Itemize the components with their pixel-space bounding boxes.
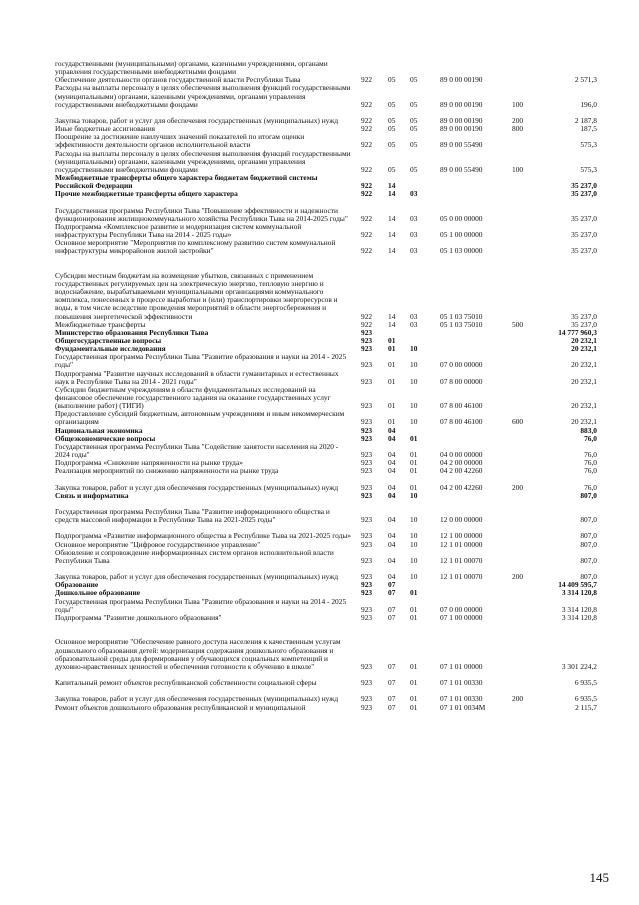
row-name: Расходы на выплаты персоналу в целях обеспечения выполнения функций государственными (муниципальными) органами, казенными учреждениями, органами управления государственными внебюджетными фондами: [55, 83, 351, 109]
row-departure-code: 923: [361, 433, 373, 443]
row-target-article-code: 89 0 00 00190: [440, 99, 483, 109]
row-section-code: 07: [388, 694, 396, 704]
row-departure-code: 923: [361, 531, 373, 541]
table-row: [0, 190, 639, 198]
row-subsection-code: 01: [410, 612, 418, 622]
row-subsection-code: 10: [410, 490, 418, 500]
row-amount: 76,0: [584, 482, 597, 492]
table-row: [0, 704, 639, 712]
row-target-article-code: 07 8 00 46100: [440, 417, 483, 427]
row-section-code: 01: [388, 376, 396, 386]
row-target-article-code: 07 1 01 00330: [440, 694, 483, 704]
row-target-article-code: 12 1 00 00000: [440, 531, 483, 541]
row-target-article-code: 07 0 00 00000: [440, 360, 483, 370]
row-section-code: 01: [388, 335, 396, 345]
row-name: Государственная программа Республики Тыва "Развитие образования и науки на 2014 - 2025 годы": [55, 352, 347, 370]
row-subsection-code: 10: [410, 401, 418, 411]
row-section-code: 14: [388, 230, 396, 240]
row-departure-code: 923: [361, 425, 373, 435]
table-row: [0, 353, 639, 369]
row-name: государственными (муниципальными) органами, казенными учреждениями, органами управления государственными внебюджетными фондами: [55, 58, 328, 77]
table-row: [0, 598, 639, 614]
row-amount: 807,0: [580, 490, 597, 500]
row-amount: 35 237,0: [571, 319, 597, 329]
row-subsection-code: 05: [410, 99, 418, 109]
row-section-code: 14: [388, 181, 396, 191]
row-amount: 6 935,5: [574, 678, 597, 688]
row-subsection-code: 01: [410, 450, 418, 460]
row-name: Подпрограмма "Развитие научных исследований в области гуманитарных и естественных наук в Республике Тыва на 2014 - 2021 годы": [55, 368, 339, 386]
row-subsection-code: 01: [410, 702, 418, 712]
row-departure-code: 923: [361, 490, 373, 500]
row-departure-code: 923: [361, 661, 373, 671]
row-departure-code: 922: [361, 246, 373, 256]
row-name: Основное мероприятие "Обеспечение равного доступа населения к качественным услугам дошкольного образования детей: модернизация содержания дошкольного образования и образовательной среды для формирования у обучающихся социальных компетенций и духовно-нравственных ценностей и обеспечения готовности к обучению в школе": [55, 637, 341, 671]
row-section-code: 07: [388, 580, 396, 590]
row-target-article-code: 04 2 00 42260: [440, 466, 483, 476]
row-section-code: 04: [388, 450, 396, 460]
row-subsection-code: 05: [410, 140, 418, 150]
row-amount: 14 409 595,7: [558, 580, 597, 590]
row-name: Капитальный ремонт объектов республиканской собственности социальной сферы: [55, 678, 317, 688]
row-amount: 2 115,7: [575, 702, 597, 712]
table-row: [0, 133, 639, 149]
row-name: Прочие межбюджетные трансферты общего характера: [55, 189, 238, 199]
row-name: Обновление и сопровождение информационных систем органов исполнительной власти Республики Тыва: [55, 547, 334, 565]
row-departure-code: 923: [361, 539, 373, 549]
row-section-code: 14: [388, 311, 396, 321]
table-row: [0, 198, 639, 222]
row-amount: 807,0: [580, 539, 597, 549]
row-target-article-code: 07 1 01 00000: [440, 661, 483, 671]
row-target-article-code: 05 1 03 75010: [440, 319, 483, 329]
row-target-article-code: 89 0 00 55490: [440, 140, 483, 150]
row-amount: 3 301 224,2: [561, 661, 597, 671]
row-expense-type-code: 600: [512, 417, 524, 427]
row-amount: 20 232,1: [571, 360, 597, 370]
table-row: [0, 256, 639, 321]
row-amount: 883,0: [580, 425, 597, 435]
row-section-code: 05: [388, 124, 396, 134]
row-expense-type-code: 200: [512, 116, 524, 126]
row-subsection-code: 03: [410, 311, 418, 321]
row-departure-code: 923: [361, 466, 373, 476]
row-name: Связь и информатика: [55, 490, 129, 500]
row-name: Обеспечение деятельности органов государственной власти Республики Тыва: [55, 75, 301, 85]
row-departure-code: 922: [361, 213, 373, 223]
row-amount: 20 232,1: [571, 344, 597, 354]
row-section-code: 05: [388, 116, 396, 126]
row-target-article-code: 12 1 01 00000: [440, 539, 483, 549]
row-section-code: 07: [388, 678, 396, 688]
row-name: Межбюджетные трансферты: [55, 319, 146, 329]
row-amount: 20 232,1: [571, 417, 597, 427]
row-name: Субсидии местным бюджетам на возмещение убытков, связанных с применением государственных регулируемых цен на электрическую энергию, тепловую энергию и водоснабжение, вырабатываемыми муниципальными организациями коммунального комплекса, понесенных в процессе выработки и (или) транспортировки энергоресурсов и воды, в том числе вследствие проведения мероприятий в области энергосбережения и повышения энергетической эффективности: [55, 270, 338, 321]
row-expense-type-code: 200: [512, 482, 524, 492]
row-section-code: 05: [388, 140, 396, 150]
budget-table: [0, 60, 639, 712]
row-target-article-code: 12 0 00 00000: [440, 515, 483, 525]
row-amount: 35 237,0: [571, 246, 597, 256]
row-section-code: 07: [388, 702, 396, 712]
row-expense-type-code: 200: [512, 694, 524, 704]
row-departure-code: 923: [361, 335, 373, 345]
row-subsection-code: 01: [410, 694, 418, 704]
row-target-article-code: 04 2 00 42260: [440, 482, 483, 492]
row-section-code: 04: [388, 425, 396, 435]
row-subsection-code: 10: [410, 376, 418, 386]
row-departure-code: 923: [361, 572, 373, 582]
row-target-article-code: 07 1 01 0034М: [440, 702, 486, 712]
row-amount: 3 314 120,8: [561, 588, 597, 598]
row-section-code: 05: [388, 99, 396, 109]
table-row: [0, 223, 639, 239]
table-row: [0, 671, 639, 687]
row-section-code: 01: [388, 344, 396, 354]
row-amount: 35 237,0: [571, 230, 597, 240]
row-departure-code: 922: [361, 230, 373, 240]
row-name: Закупка товаров, работ и услуг для обеспечения государственных (муниципальных) нужд: [55, 482, 339, 492]
row-departure-code: 923: [361, 694, 373, 704]
row-subsection-code: 10: [410, 417, 418, 427]
row-amount: 196,0: [580, 99, 597, 109]
row-departure-code: 922: [361, 140, 373, 150]
row-subsection-code: 01: [410, 458, 418, 468]
row-target-article-code: 07 1 00 00000: [440, 612, 483, 622]
row-amount: 6 935,5: [574, 694, 597, 704]
row-name: Реализация мероприятий по снижению напряженности на рынке труда: [55, 466, 279, 476]
row-subsection-code: 03: [410, 213, 418, 223]
row-amount: 76,0: [584, 433, 597, 443]
table-row: [0, 687, 639, 703]
row-subsection-code: 05: [410, 124, 418, 134]
row-name: Общеэкономические вопросы: [55, 433, 156, 443]
row-departure-code: 922: [361, 311, 373, 321]
row-amount: 3 314 120,8: [561, 604, 597, 614]
row-departure-code: 923: [361, 580, 373, 590]
row-target-article-code: 89 0 00 00190: [440, 116, 483, 126]
row-subsection-code: 10: [410, 360, 418, 370]
row-subsection-code: 01: [410, 678, 418, 688]
row-subsection-code: 10: [410, 344, 418, 354]
row-departure-code: 922: [361, 99, 373, 109]
row-departure-code: 923: [361, 417, 373, 427]
row-departure-code: 923: [361, 360, 373, 370]
table-row: [0, 467, 639, 475]
row-target-article-code: 05 1 03 00000: [440, 246, 483, 256]
row-section-code: 01: [388, 417, 396, 427]
row-target-article-code: 89 0 00 00190: [440, 75, 483, 85]
row-amount: 187,5: [580, 124, 597, 134]
table-row: [0, 174, 639, 190]
row-amount: 807,0: [580, 572, 597, 582]
row-section-code: 14: [388, 189, 396, 199]
table-row: [0, 492, 639, 500]
row-section-code: 07: [388, 604, 396, 614]
row-section-code: 04: [388, 572, 396, 582]
row-amount: 20 232,1: [571, 401, 597, 411]
row-target-article-code: 04 2 00 00000: [440, 458, 483, 468]
row-departure-code: 923: [361, 515, 373, 525]
row-expense-type-code: 100: [512, 164, 524, 174]
row-name: Государственная программа Республики Тыва "Содействие занятости населения на 2020 - 2024 годы": [55, 441, 339, 460]
row-name: Министерство образования Республики Тыва: [55, 327, 209, 337]
page-number: 145: [589, 870, 609, 885]
row-amount: 35 237,0: [571, 311, 597, 321]
row-name: Основное мероприятие "Мероприятия по комплексному развитию систем коммунальной инфраструктуры микрорайонов жилой застройки": [55, 238, 336, 256]
row-name: Государственная программа Республики Тыва "Развитие информационного общества и средств массовой информации в Республике Тыва на 2021-2025 годы": [55, 507, 330, 525]
row-departure-code: 923: [361, 450, 373, 460]
row-expense-type-code: 800: [512, 124, 524, 134]
row-name: Поощрение за достижение наилучших значений показателей по итогам оценки эффективности деятельности органов исполнительной власти: [55, 132, 305, 150]
row-name: Дошкольное образование: [55, 588, 141, 598]
row-target-article-code: 07 0 00 00000: [440, 604, 483, 614]
row-section-code: 07: [388, 588, 396, 598]
row-subsection-code: 01: [410, 661, 418, 671]
row-name: Ремонт объектов дошкольного образования республиканской и муниципальной: [55, 702, 306, 712]
row-section-code: 07: [388, 612, 396, 622]
row-amount: 20 232,1: [571, 335, 597, 345]
row-name: Государственная программа Республики Тыва "Повышение эффективности и надежности функционирования жилищнокоммунального хозяйства Республики Тыва на 2014-2025 годы": [55, 205, 348, 223]
row-departure-code: 923: [361, 604, 373, 614]
table-row: [0, 622, 639, 671]
row-section-code: 04: [388, 482, 396, 492]
row-target-article-code: 05 1 00 00000: [440, 230, 483, 240]
row-section-code: 14: [388, 319, 396, 329]
row-target-article-code: 89 0 00 00190: [440, 124, 483, 134]
row-departure-code: 922: [361, 164, 373, 174]
row-subsection-code: 05: [410, 75, 418, 85]
row-departure-code: 922: [361, 124, 373, 134]
row-name: Подпрограмма "Развитие дошкольного образования": [55, 612, 222, 622]
row-section-code: 04: [388, 490, 396, 500]
row-subsection-code: 05: [410, 116, 418, 126]
table-row: [0, 565, 639, 581]
row-subsection-code: 03: [410, 319, 418, 329]
row-section-code: 04: [388, 555, 396, 565]
row-section-code: 04: [388, 531, 396, 541]
row-section-code: 04: [388, 466, 396, 476]
row-section-code: 01: [388, 401, 396, 411]
table-row: [0, 614, 639, 622]
row-name: Закупка товаров, работ и услуг для обеспечения государственных (муниципальных) нужд: [55, 116, 339, 126]
row-departure-code: 922: [361, 319, 373, 329]
row-expense-type-code: 200: [512, 572, 524, 582]
row-name: Закупка товаров, работ и услуг для обеспечения государственных (муниципальных) нужд: [55, 694, 339, 704]
row-section-code: 07: [388, 661, 396, 671]
row-target-article-code: 89 0 00 55490: [440, 164, 483, 174]
row-departure-code: 923: [361, 401, 373, 411]
row-target-article-code: 04 0 00 00000: [440, 450, 483, 460]
row-amount: 3 314 120,8: [561, 612, 597, 622]
row-amount: 807,0: [580, 555, 597, 565]
row-amount: 575,3: [580, 140, 597, 150]
row-section-code: 14: [388, 246, 396, 256]
table-row: [0, 549, 639, 565]
row-target-article-code: 12 1 01 00070: [440, 555, 483, 565]
row-name: Национальная экономика: [55, 425, 143, 435]
row-amount: 35 237,0: [571, 189, 597, 199]
row-section-code: 14: [388, 213, 396, 223]
row-name: Фундаментальные исследования: [55, 344, 166, 354]
row-target-article-code: 05 0 00 00000: [440, 213, 483, 223]
row-amount: 76,0: [584, 458, 597, 468]
row-amount: 807,0: [580, 515, 597, 525]
row-departure-code: 922: [361, 181, 373, 191]
row-subsection-code: 10: [410, 555, 418, 565]
row-subsection-code: 03: [410, 246, 418, 256]
row-amount: 35 237,0: [571, 213, 597, 223]
table-row: [0, 410, 639, 426]
row-section-code: 04: [388, 515, 396, 525]
row-subsection-code: 01: [410, 482, 418, 492]
row-target-article-code: 05 1 03 75010: [440, 311, 483, 321]
row-departure-code: 922: [361, 75, 373, 85]
row-departure-code: 923: [361, 344, 373, 354]
row-amount: 35 237,0: [571, 181, 597, 191]
row-subsection-code: 01: [410, 466, 418, 476]
row-section-code: 04: [388, 433, 396, 443]
row-expense-type-code: 100: [512, 99, 524, 109]
table-row: [0, 150, 639, 174]
row-name: Основное мероприятие "Цифровое государственное управление": [55, 539, 261, 549]
row-amount: 807,0: [580, 531, 597, 541]
row-departure-code: 923: [361, 612, 373, 622]
row-name: Расходы на выплаты персоналу в целях обеспечения выполнения функций государственными (муниципальными) органами, казенными учреждениями, органами управления государственными внебюджетными фондами: [55, 148, 351, 174]
row-section-code: 01: [388, 360, 396, 370]
row-subsection-code: 01: [410, 588, 418, 598]
row-target-article-code: 12 1 01 00070: [440, 572, 483, 582]
row-section-code: 05: [388, 164, 396, 174]
row-amount: 14 777 960,3: [558, 327, 597, 337]
row-departure-code: 923: [361, 327, 373, 337]
row-target-article-code: 07 8 00 46100: [440, 401, 483, 411]
row-section-code: 05: [388, 75, 396, 85]
table-row: [0, 475, 639, 491]
row-subsection-code: 05: [410, 164, 418, 174]
row-subsection-code: 10: [410, 572, 418, 582]
table-row: [0, 524, 639, 540]
row-departure-code: 923: [361, 376, 373, 386]
table-row: [0, 500, 639, 524]
row-departure-code: 923: [361, 482, 373, 492]
row-name: Закупка товаров, работ и услуг для обеспечения государственных (муниципальных) нужд: [55, 572, 339, 582]
row-name: Государственная программа Республики Тыва "Развитие образования и науки на 2014 - 2025 годы": [55, 596, 347, 614]
row-subsection-code: 03: [410, 230, 418, 240]
row-departure-code: 922: [361, 189, 373, 199]
row-expense-type-code: 500: [512, 319, 524, 329]
row-subsection-code: 10: [410, 515, 418, 525]
row-name: Общегосударственные вопросы: [55, 335, 162, 345]
row-departure-code: 922: [361, 116, 373, 126]
row-departure-code: 923: [361, 702, 373, 712]
row-name: Субсидии бюджетным учреждениям в области фундаментальных исследований на финансовое обеспечение государственного задания на оказание государственных услуг (выполнение работ) (ТИГИ): [55, 384, 331, 411]
table-row: [0, 84, 639, 108]
row-name: Подпрограмма «Развитие информационного общества в Республике Тыва на 2021-2025 годы»: [55, 531, 351, 541]
row-name: Иные бюджетные ассигнования: [55, 124, 156, 134]
row-amount: 76,0: [584, 466, 597, 476]
table-row: [0, 386, 639, 410]
row-subsection-code: 10: [410, 531, 418, 541]
row-subsection-code: 01: [410, 604, 418, 614]
row-departure-code: 923: [361, 458, 373, 468]
row-amount: 76,0: [584, 450, 597, 460]
row-departure-code: 923: [361, 555, 373, 565]
row-name: Межбюджетные трансферты общего характера бюджетам бюджетной системы Российской Федерации: [55, 173, 318, 191]
row-name: Предоставление субсидий бюджетным, автономным учреждениям и иным некоммерческим организациям: [55, 409, 345, 427]
table-row: [0, 443, 639, 459]
row-name: Подпрограмма «Комплексное развитие и модернизация систем коммунальной инфраструктуры Республики Тыва на 2014 - 2025 годы»: [55, 221, 302, 240]
row-subsection-code: 01: [410, 433, 418, 443]
row-departure-code: 923: [361, 678, 373, 688]
row-name: Подпрограмма «Снижение напряженности на рынке труда»: [55, 458, 243, 468]
row-target-article-code: 07 8 00 00000: [440, 376, 483, 386]
table-row: [0, 370, 639, 386]
row-departure-code: 923: [361, 588, 373, 598]
row-section-code: 04: [388, 458, 396, 468]
row-subsection-code: 10: [410, 539, 418, 549]
row-amount: 2 187,8: [574, 116, 597, 126]
table-row: [0, 60, 639, 76]
row-target-article-code: 07 1 01 00330: [440, 678, 483, 688]
row-subsection-code: 03: [410, 189, 418, 199]
row-section-code: 04: [388, 539, 396, 549]
table-row: [0, 109, 639, 125]
row-amount: 20 232,1: [571, 376, 597, 386]
row-amount: 2 571,3: [574, 75, 597, 85]
table-row: [0, 239, 639, 255]
row-amount: 575,3: [580, 164, 597, 174]
row-name: Образование: [55, 580, 99, 590]
